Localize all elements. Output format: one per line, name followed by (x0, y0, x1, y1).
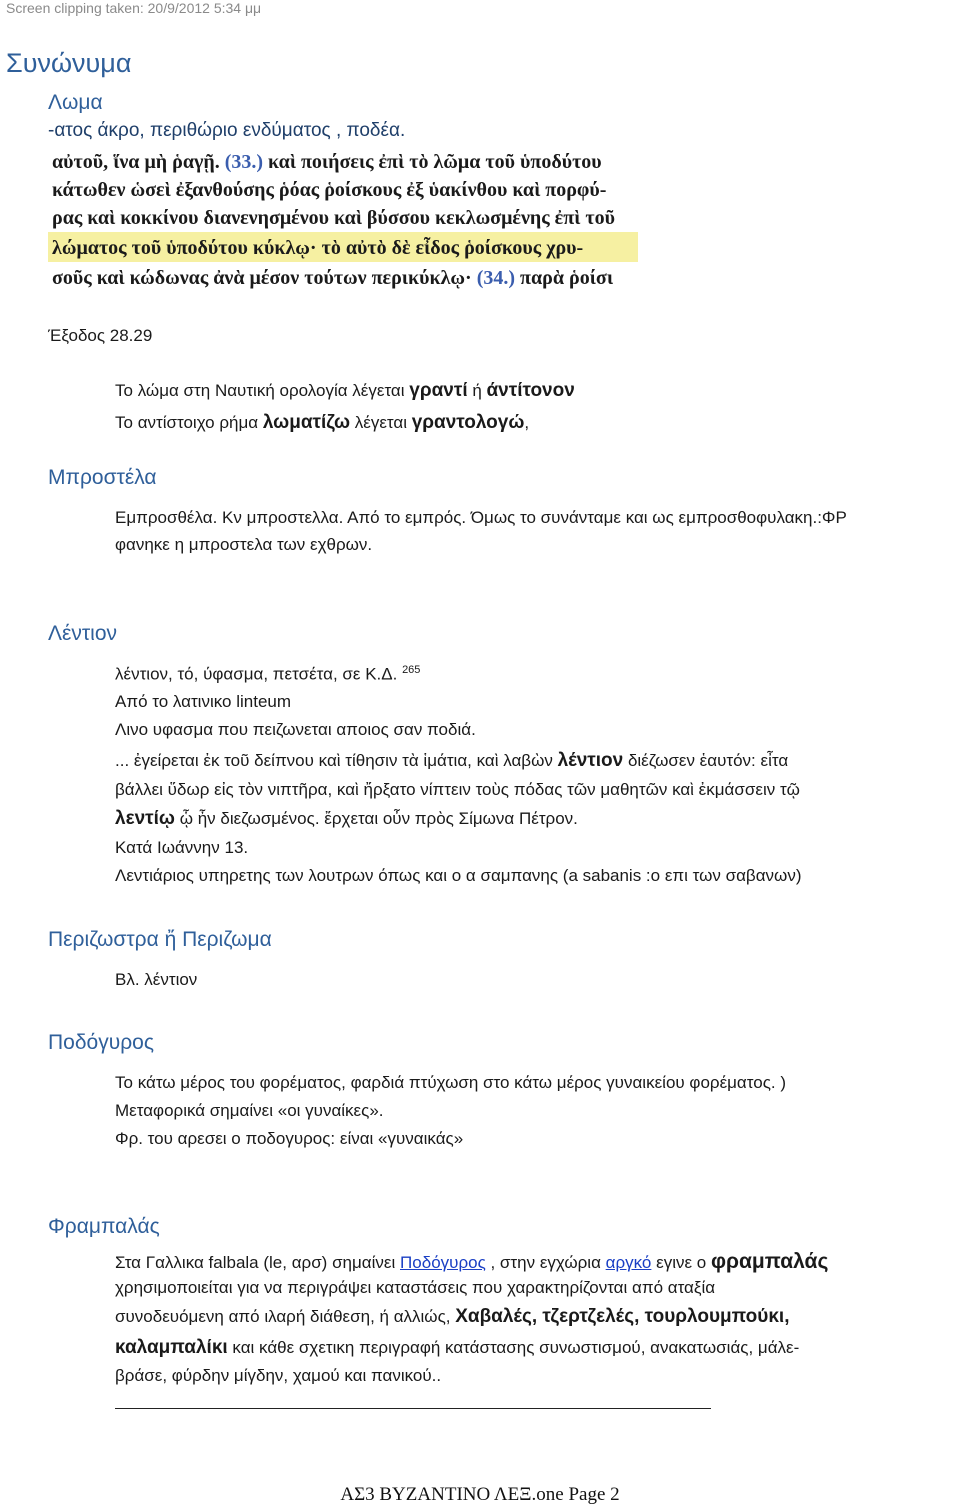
text: , στην εγχώρια (485, 1253, 606, 1272)
text: διέζωσεν ἑαυτόν: εἶτα (623, 751, 789, 770)
footnote-ref: 265 (402, 664, 421, 676)
term: λέντιον (557, 750, 624, 771)
frampalas-line-1 (115, 1250, 828, 1274)
scan-line-1 (52, 148, 602, 176)
lention-line-1 (115, 664, 420, 685)
separator-rule (115, 1408, 711, 1409)
text: ή (467, 381, 487, 400)
term: γραντολογώ (411, 412, 525, 433)
mprostela-line-1: Εμπροσθέλα. Κν μπροστελλα. Από το εμπρός. Όμως το συνάνταμε και ως εμπροσθοφυλακη.:ΦΡ (115, 508, 847, 527)
scan-line-5 (52, 264, 613, 292)
lention-quote-2: βάλλει ὕδωρ εἰς τὸν νιπτῆρα, καὶ ἤρξατο νίπτειν τοὺς πόδας τῶν μαθητῶν καὶ ἐκμάσσειν τῷ (115, 780, 800, 799)
lention-quote-3 (115, 808, 578, 830)
scan-text: σοῦς καὶ κώδωνας ἀνὰ μέσον τούτων περικύκλῳ· (52, 267, 472, 289)
page-title: Συνώνυμα (6, 48, 132, 78)
lention-line-3: Λινο υφασμα που πειζωνεται απoιος σαν ποδιά. (115, 720, 476, 739)
text: και κάθε σχετικη περιγραφή κατάστασης συνωστισμού, ανακατωσιάς, μάλε- (227, 1338, 800, 1357)
frampalas-line-2: χρησιμοποιείται για να περιγράψει καταστάσεις που χαρακτηρίζονται από αταξία (115, 1278, 716, 1297)
term: άντίτονον (486, 380, 575, 401)
heading-podogyros: Ποδόγυρος (48, 1031, 154, 1054)
heading-loma: Λωμα (48, 91, 103, 114)
frampalas-line-5: βράσε, φύρδην μίγδην, χαμού και πανικού.. (115, 1366, 442, 1385)
lention-ref: Κατά Ιωάννην 13. (115, 838, 249, 857)
loma-definition: -ατος άκρο, περιθώριο ενδύματος , ποδέα. (48, 120, 406, 141)
scan-line-4: λώματος τοῦ ὑποδύτου κύκλῳ· τὸ αὐτὸ δὲ εἶδος ῥοίσκους χρυ- (52, 237, 584, 259)
text: εγινε ο (651, 1253, 711, 1272)
term: φραμπαλάς (710, 1250, 829, 1273)
text: Το αντίστοιχο ρήμα (115, 413, 263, 432)
term: Χαβαλές, τζερτζελές, τουρλουμπούκι, (455, 1306, 790, 1327)
lention-note: Λεντιάριος υπηρετης των λουτρων όπως και ο α σαμπανης (a sabanis :ο επι των σαβανων) (115, 866, 802, 885)
scan-line-3: ρας καὶ κοκκίνου διανενησμένου καὶ βύσσου κεκλωσμένης ἐπὶ τοῦ (52, 207, 615, 229)
scan-text: αὐτοῦ, ἵνα μὴ ῥαγῇ. (52, 151, 220, 173)
text: συνοδευόμενη από ιλαρή διάθεση, ή αλλιώς, (115, 1307, 456, 1326)
podogyros-line-2: Μεταφορικά σημαίνει «οι γυναίκες». (115, 1101, 384, 1120)
text: ᾧ ἦν διεζωσμένος. ἔρχεται οὖν πρὸς Σίμωνα Πέτρον. (174, 809, 578, 828)
text: ... ἐγείρεται ἐκ τοῦ δείπνου καὶ τίθησιν τὰ ἱμάτια, καὶ λαβὼν (115, 751, 558, 770)
term: γραντί (409, 380, 468, 401)
term: λεντίῳ (115, 808, 175, 829)
text: λέγεται (350, 413, 412, 432)
loma-nautical (115, 380, 575, 402)
lention-quote-1 (115, 750, 788, 772)
page-footer: ΑΣ3 ΒΥΖΑΝΤΙΝΟ ΛΕΞ.one Page 2 (340, 1484, 620, 1505)
heading-perizostra: Περιζωστρα ἤ Περιζωμα (48, 928, 272, 951)
verse-number: (34.) (476, 267, 516, 289)
text: Στα Γαλλικα falbala (le, αρσ) σημαίνει (115, 1253, 400, 1272)
scanned-text-image (48, 148, 692, 296)
verse-number: (33.) (224, 151, 264, 173)
frampalas-line-3 (115, 1306, 790, 1328)
text: λέντιον, τό, ύφασμα, πετσέτα, σε Κ.Δ. (115, 664, 403, 684)
perizostra-line-1: Βλ. λέντιον (115, 970, 198, 989)
mprostela-line-2: φανηκε η μπροστελα των εχθρων. (115, 535, 373, 554)
scan-text: καὶ ποιήσεις ἐπὶ τὸ λῶμα τοῦ ὑποδύτου (268, 151, 602, 173)
scan-line-2: κάτωθεν ὡσεὶ ἐξανθούσης ῥόας ῥοίσκους ἐξ ὑακίνθου καὶ πορφύ- (52, 179, 607, 201)
podogyros-line-3: Φρ. του αρεσει ο ποδογυρος: είναι «γυναικάς» (115, 1129, 464, 1148)
link-podogyros[interactable]: Ποδόγυρος (400, 1253, 486, 1272)
loma-source: Έξοδος 28.29 (48, 326, 153, 345)
clip-header: Screen clipping taken: 20/9/2012 5:34 μμ (6, 0, 262, 16)
scan-text: παρὰ ῥοίσι (520, 267, 614, 289)
frampalas-line-4 (115, 1337, 799, 1359)
term: καλαμπαλίκι (115, 1337, 228, 1358)
lention-line-2: Από το λατινικο linteum (115, 692, 292, 711)
heading-lention: Λέντιον (48, 622, 118, 645)
term: λωματίζω (262, 412, 351, 433)
text: , (524, 413, 530, 432)
text: Το λώμα στη Ναυτική ορολογία λέγεται (115, 381, 410, 400)
podogyros-line-1: Το κάτω μέρος του φορέματος, φαρδιά πτύχωση στο κάτω μέρος γυναικείου φορέματος. ) (115, 1073, 786, 1092)
heading-mprostela: Μπροστέλα (48, 466, 157, 489)
link-argko[interactable]: αργκό (605, 1253, 652, 1272)
loma-verb (115, 412, 529, 434)
heading-frampalas: Φραμπαλάς (48, 1215, 160, 1238)
